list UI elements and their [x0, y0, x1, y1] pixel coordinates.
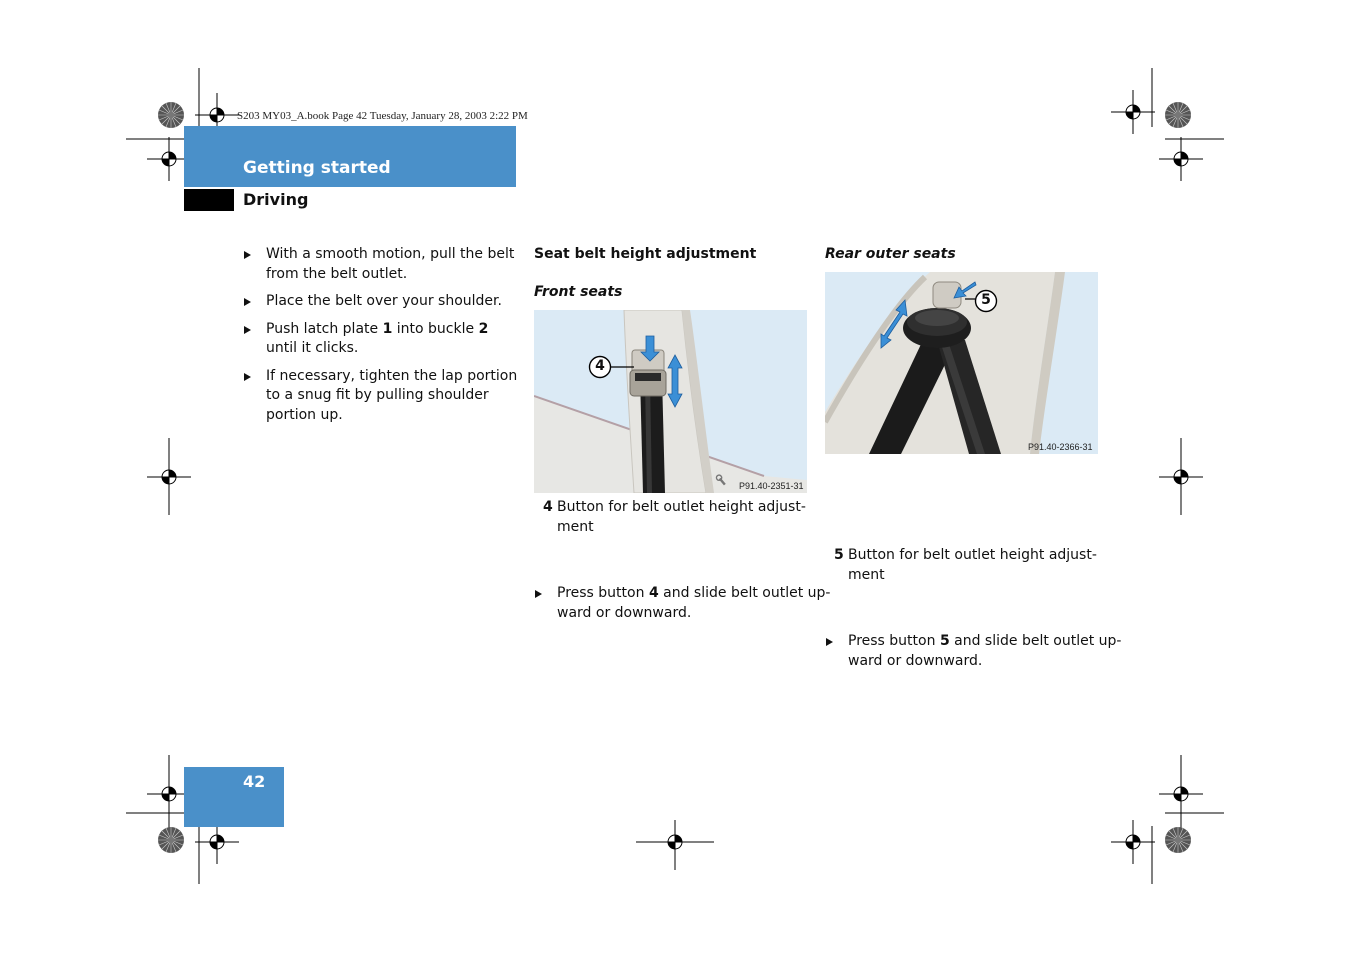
step-text: and slide belt outlet up- ward or downward.	[557, 585, 831, 621]
step-text: Push latch plate	[266, 320, 383, 337]
list-item	[243, 320, 518, 359]
figure-rear-seat-belt	[825, 272, 1098, 454]
callout-label: 4	[595, 358, 605, 374]
subheading-front-seats: Front seats	[534, 284, 623, 300]
figure-code: P91.40-2351-31	[739, 481, 804, 491]
step-text: With a smooth motion, pull the belt from the belt outlet.	[266, 246, 515, 282]
step-ref-number: 5	[939, 633, 950, 649]
arrow-bullet-icon	[244, 251, 251, 259]
step-ref-number: 2	[478, 320, 489, 337]
list-item	[243, 292, 518, 312]
instruction-list	[243, 245, 518, 433]
callout-label: 5	[981, 292, 991, 308]
heading-seat-belt-height: Seat belt height adjustment	[534, 246, 757, 262]
arrow-bullet-icon	[244, 373, 251, 381]
arrow-bullet-icon	[244, 326, 251, 334]
list-item	[534, 584, 832, 623]
caption-number: 5	[834, 547, 844, 563]
figure-code: P91.40-2366-31	[1028, 442, 1093, 452]
subsection-title: Driving	[243, 190, 309, 209]
caption-number: 4	[543, 499, 553, 515]
front-seat-illustration	[534, 310, 807, 493]
step-text: Press button	[848, 633, 940, 649]
rear-seat-illustration	[825, 272, 1098, 454]
section-title: Getting started	[243, 158, 391, 178]
section-tab	[184, 189, 234, 211]
caption-text: Button for belt outlet height adjust- ment	[848, 547, 1097, 583]
step-text: into buckle	[392, 320, 479, 337]
step-text: and slide belt outlet up- ward or downward.	[848, 633, 1122, 669]
subheading-rear-outer-seats: Rear outer seats	[825, 246, 956, 262]
caption-4	[534, 498, 817, 537]
arrow-bullet-icon	[826, 638, 833, 646]
step-text: Press button	[557, 585, 649, 601]
page-number: 42	[243, 772, 266, 791]
list-item	[243, 245, 518, 284]
list-item	[243, 367, 518, 426]
figure-front-seat-belt	[534, 310, 807, 493]
list-item	[825, 632, 1123, 671]
step-text: If necessary, tighten the lap portion to a snug fit by pulling shoulder portion up.	[266, 367, 518, 423]
caption-5	[825, 546, 1108, 585]
arrow-bullet-icon	[244, 298, 251, 306]
print-info: S203 MY03_A.book Page 42 Tuesday, January 28, 2003 2:22 PM	[237, 110, 528, 122]
arrow-bullet-icon	[535, 590, 542, 598]
caption-text: Button for belt outlet height adjust- ment	[557, 499, 806, 535]
step-text: Place the belt over your shoulder.	[266, 293, 502, 309]
page-number-box	[184, 767, 284, 827]
step-text: until it clicks.	[266, 340, 359, 356]
step-ref-number: 4	[648, 585, 659, 601]
step-ref-number: 1	[382, 320, 393, 337]
